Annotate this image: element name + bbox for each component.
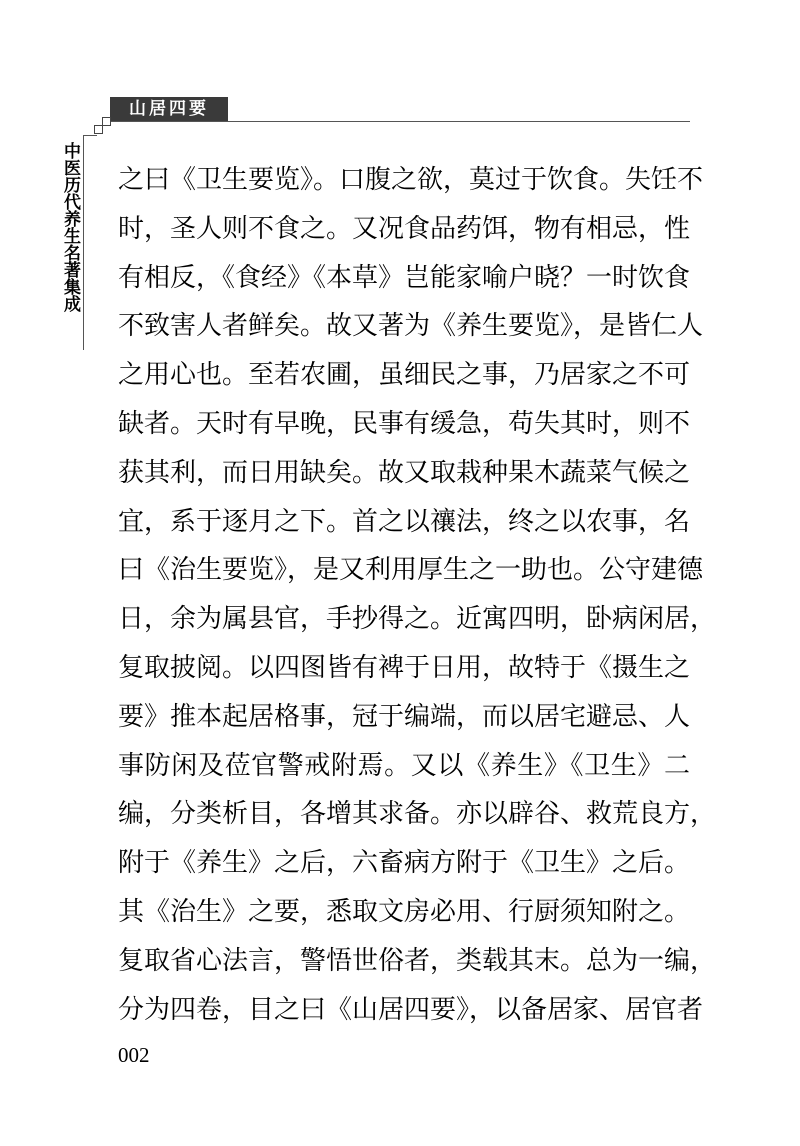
text-line: 复取省心法言，警悟世俗者，类载其末。总为一编， [118, 945, 717, 976]
text-line: 复取披阅。以四图皆有裨于日用，故特于《摄生之 [118, 652, 691, 683]
text-line: 编，分类析目，各增其求备。亦以辟谷、救荒良方， [118, 799, 717, 830]
text-line: 事防闲及莅官警戒附焉。又以《养生》《卫生》二 [118, 750, 690, 781]
corner-ornament [102, 117, 111, 126]
book-title-tab: 山居四要 [110, 97, 228, 121]
text-line: 日，余为属县官，手抄得之。近寓四明，卧病闲居， [118, 604, 717, 635]
text-line: 要》推本起居格事，冠于编端，而以居宅避忌、人 [118, 701, 691, 732]
text-line: 时，圣人则不食之。又况食品药饵，物有相忌，性 [118, 213, 691, 244]
text-line: 宜，系于逐月之下。首之以禳法，终之以农事，名 [118, 506, 691, 537]
text-line: 有相反，《食经》《本草》岂能家喻户晓？一时饮食 [118, 262, 691, 293]
text-line: 附于《养生》之后，六畜病方附于《卫生》之后。 [118, 848, 691, 879]
text-line: 缺者。天时有早晚，民事有缓急，苟失其时，则不 [118, 408, 691, 439]
text-line: 分为四卷，目之曰《山居四要》，以备居家、居官者 [118, 994, 704, 1025]
text-line: 之用心也。至若农圃，虽细民之事，乃居家之不可 [118, 360, 691, 391]
corner-ornament [94, 125, 103, 134]
text-line: 之曰《卫生要览》。口腹之欲，莫过于饮食。失饪不 [118, 165, 704, 195]
text-line: 曰《治生要览》，是又利用厚生之一助也。公守建德 [118, 555, 704, 586]
text-line: 不致害人者鲜矣。故又著为《养生要览》，是皆仁人 [118, 311, 704, 342]
page-number: 002 [118, 1043, 150, 1067]
text-line: 其《治生》之要，悉取文房必用、行厨须知附之。 [118, 896, 691, 927]
text-line: 获其利，而日用缺矣。故又取栽种果木蔬菜气候之 [118, 457, 691, 488]
body-text [118, 156, 717, 1034]
header-rule [110, 121, 690, 122]
sidebar-rule-horizontal [83, 135, 97, 136]
series-title: 中医历代养生名著集成 [60, 142, 80, 312]
sidebar-rule-vertical [83, 135, 84, 350]
